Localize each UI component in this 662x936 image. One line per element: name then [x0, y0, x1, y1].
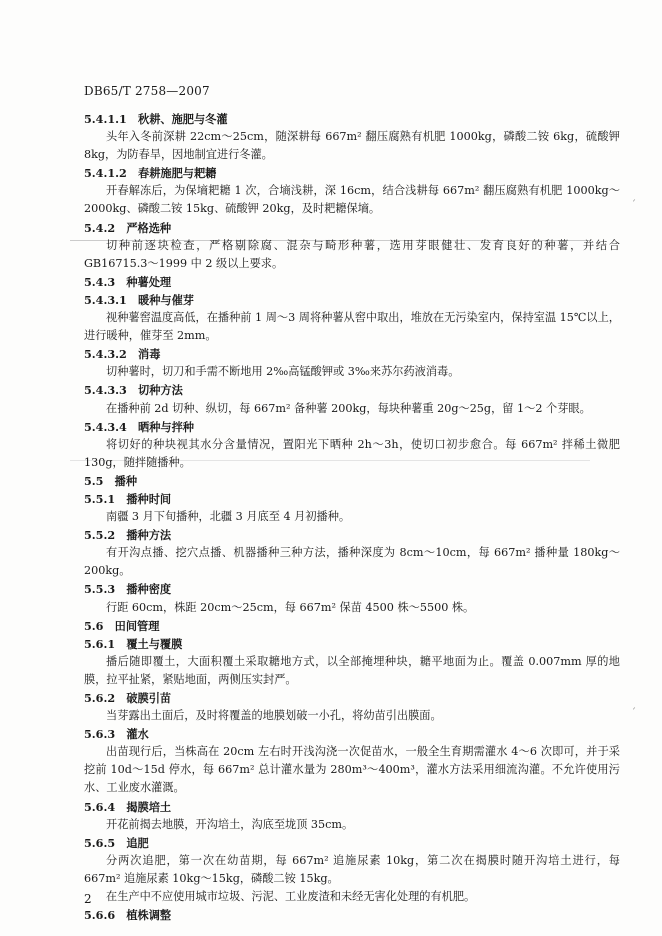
paragraph: 当芽露出土面后，及时将覆盖的地膜划破一小孔，将幼苗引出膜面。	[106, 709, 442, 723]
section-heading: 5.4.1.2 春耕施肥与耙耱	[84, 166, 217, 181]
paragraph: 将切好的种块视其水分含量情况，置阳光下晒种 2h～3h，使切口初步愈合。每 667m² 拌稀土微肥 130g，随拌随播种。	[84, 437, 620, 469]
section-heading: 5.4.3.4 晒种与拌种	[84, 419, 194, 434]
section-heading: 5.5.3 播种密度	[84, 582, 172, 597]
paragraph: 南疆 3 月下旬播种，北疆 3 月底至 4 月初播种。	[106, 510, 351, 524]
section-heading: 5.4.3.3 切种方法	[84, 383, 183, 398]
section-heading: 5.5.1 播种时间	[84, 491, 172, 506]
section-heading: 5.4.3.1 暖种与催芽	[84, 292, 194, 307]
standard-code: DB65/T 2758—2007	[84, 84, 210, 98]
scan-artifact-mark: ˊ	[631, 708, 636, 719]
paragraph: 播后随即覆土，大面积覆土采取耱地方式，以全部掩埋种块，耱平地面为止。覆盖 0.007mm 厚的地膜，拉平扯紧，紧贴地面，两侧压实封严。	[84, 654, 620, 686]
section-heading: 5.4.3 种薯处理	[84, 274, 172, 289]
section-heading: 5.6.6 植株调整	[84, 908, 172, 923]
paragraph: 开花前揭去地膜，开沟培土，沟底至垅顶 35cm。	[106, 817, 354, 831]
paragraph: 在播种前 2d 切种、纵切，每 667m² 备种薯 200kg，每块种薯重 20g～25g，留 1～2 个芽眼。	[106, 401, 591, 415]
section-heading: 5.6.4 揭膜培土	[84, 799, 172, 814]
paragraph: 头年入冬前深耕 22cm～25cm，随深耕每 667m² 翻压腐熟有机肥 1000kg，磷酸二铵 6kg，硫酸钾 8kg，为防春旱，因地制宜进行冬灌。	[84, 130, 620, 162]
paragraph: 出苗现行后，当株高在 20cm 左右时开浅沟浇一次促苗水，一般全生育期需灌水 4～6 次即可，并于采挖前 10d～15d 停水，每 667m² 总计灌水量为 280m³～400m³，灌水方法采用细流沟灌。不允许使用污水、工业废水灌溉。	[84, 745, 620, 795]
paragraph: 分两次追肥，第一次在幼苗期，每 667m² 追施尿素 10kg，第二次在揭膜时随开沟培土进行，每 667m² 追施尿素 10kg～15kg，磷酸二铵 15kg。	[84, 853, 620, 885]
paragraph: 视种薯窖温度高低，在播种前 1 周～3 周将种薯从窖中取出，堆放在无污染室内，保持室温 15℃以上，进行暖种，催芽至 2mm。	[84, 311, 620, 343]
scan-artifact-mark: ˊ	[631, 200, 636, 211]
section-heading: 5.4.1.1 秋耕、施肥与冬灌	[84, 112, 228, 126]
paragraph: 切种前逐块检查，严格剔除腐、混杂与畸形种薯，选用芽眼健壮、发育良好的种薯，并结合 GB16715.3～1999 中 2 级以上要求。	[84, 238, 620, 270]
document-body	[84, 110, 620, 924]
page-number: 2	[84, 892, 92, 906]
paragraph: 行距 60cm，株距 20cm～25cm，每 667m² 保苗 4500 株～5500 株。	[106, 600, 475, 614]
section-heading: 5.5 播种	[84, 473, 138, 488]
section-heading: 5.6.2 破膜引苗	[84, 691, 172, 705]
section-heading: 5.6.5 追肥	[84, 835, 149, 850]
section-heading: 5.4.2 严格选种	[84, 220, 172, 235]
section-heading: 5.6.1 覆土与覆膜	[84, 636, 183, 651]
paragraph: 有开沟点播、挖穴点播、机器播种三种方法，播种深度为 8cm～10cm，每 667m² 播种量 180kg～200kg。	[84, 546, 620, 578]
paragraph: 在生产中不应使用城市垃圾、污泥、工业废渣和未经无害化处理的有机肥。	[106, 890, 476, 904]
section-heading: 5.6.3 灌水	[84, 727, 149, 742]
paragraph: 开春解冻后，为保墒耙耱 1 次，合墒浅耕，深 16cm，结合浅耕每 667m² 翻压腐熟有机肥 1000kg～2000kg、磷酸二铵 15kg、硫酸钾 20kg，及时耙耱保墒。	[84, 184, 620, 216]
paragraph: 切种薯时，切刀和手需不断地用 2‰高锰酸钾或 3‰来苏尔药液消毒。	[106, 365, 460, 379]
section-heading: 5.5.2 播种方法	[84, 528, 172, 543]
section-heading: 5.4.3.2 消毒	[84, 347, 161, 362]
section-heading: 5.6 田间管理	[84, 618, 160, 633]
